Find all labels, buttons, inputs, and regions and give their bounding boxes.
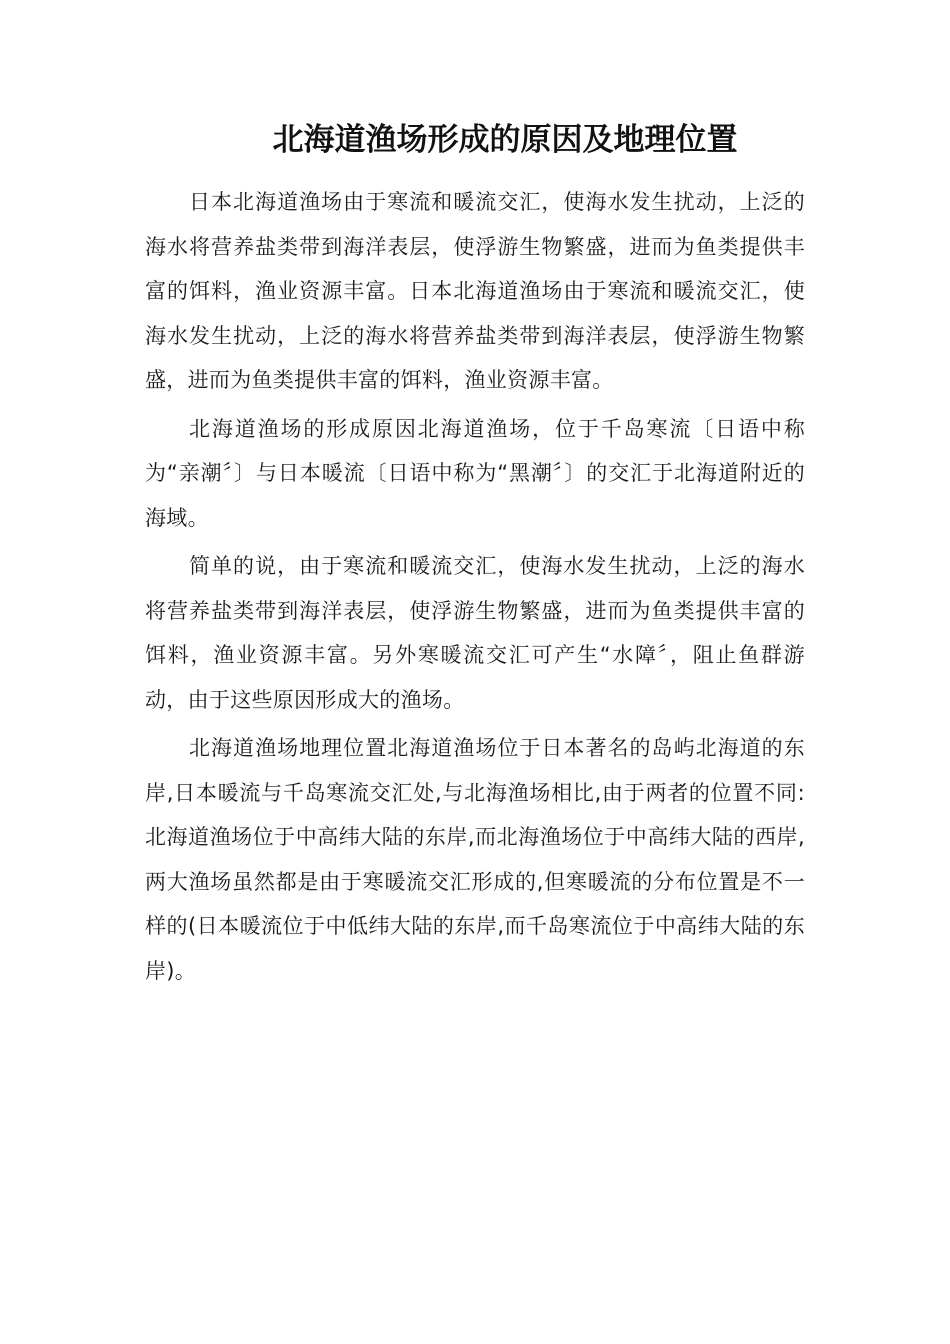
paragraph-geographic-location: 北海道渔场地理位置北海道渔场位于日本著名的岛屿北海道的东岸,日本暖流与千岛寒流交汇处,与北海渔场相比,由于两者的位置不同:北海道渔场位于中高纬大陆的东岸,而北海渔场位于中高纬大陆的西岸,两大渔场虽然都是由于寒暖流交汇形成的,但寒暖流的分布位置是不一样的(日本暖流位于中低纬大陆的东岸,而千岛寒流位于中高纬大陆的东岸)。 [145,736,805,983]
paragraph-formation-cause: 北海道渔场的形成原因北海道渔场，位于千岛寒流〔日语中称为“亲潮〞〕与日本暖流〔日语中称为“黑潮〞〕的交汇于北海道附近的海域。 [145,416,805,530]
paragraph-intro: 日本北海道渔场由于寒流和暖流交汇，使海水发生扰动，上泛的海水将营养盐类带到海洋表层，使浮游生物繁盛，进而为鱼类提供丰富的饵料，渔业资源丰富。日本北海道渔场由于寒流和暖流交汇，使海水发生扰动，上泛的海水将营养盐类带到海洋表层，使浮游生物繁盛，进而为鱼类提供丰富的饵料，渔业资源丰富。 [145,190,805,392]
paragraph-simple-explanation: 简单的说，由于寒流和暖流交汇，使海水发生扰动，上泛的海水将营养盐类带到海洋表层，使浮游生物繁盛，进而为鱼类提供丰富的饵料，渔业资源丰富。另外寒暖流交汇可产生“水障〞，阻止鱼群游动，由于这些原因形成大的渔场。 [145,554,805,712]
document-title: 北海道渔场形成的原因及地理位置 [272,122,738,158]
document-body [145,180,805,997]
